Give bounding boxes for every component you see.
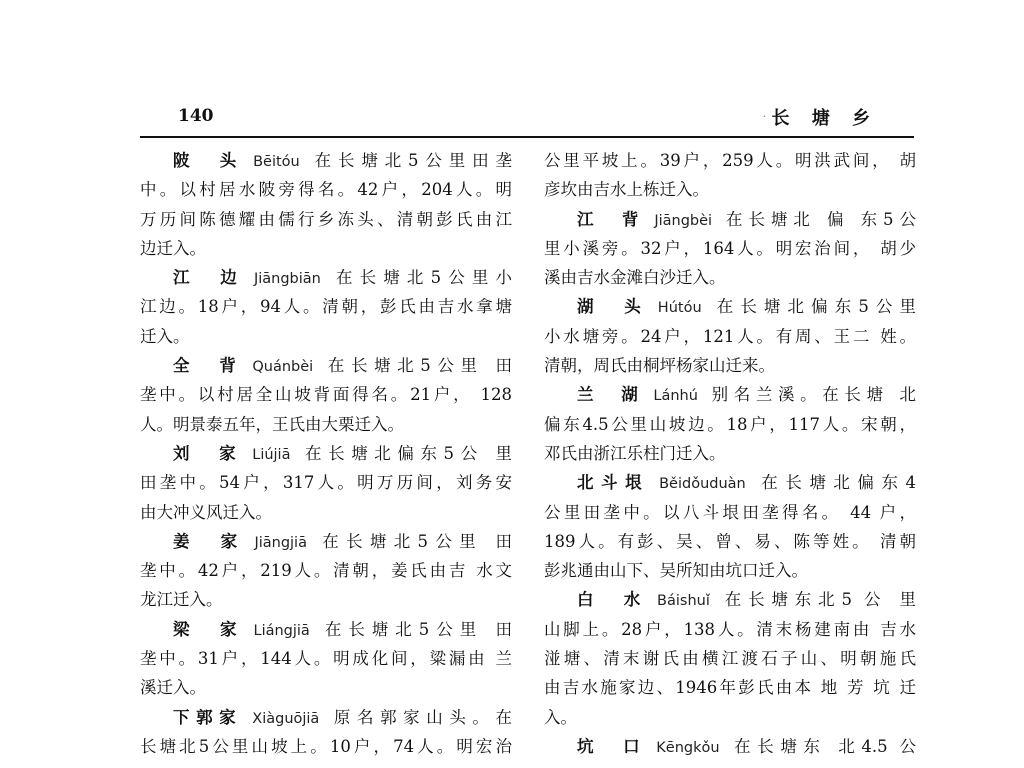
entry-headword: 江 边 <box>173 268 244 288</box>
text-line <box>544 263 916 292</box>
entry-pinyin: Jiāngbèi <box>654 212 713 229</box>
entry-pinyin: Kēngkǒu <box>656 739 720 756</box>
left-column <box>140 146 512 761</box>
entry-text: 山脚上。28户，138人。清末杨建南由 吉水 <box>544 619 916 639</box>
entry-headword: 白 水 <box>577 590 648 610</box>
text-line <box>140 732 512 761</box>
entry-text: 偏东4.5公里山坡边。18户，117人。宋朝， <box>544 414 916 434</box>
text-line <box>544 527 916 556</box>
entry-text: 公里平坡上。39户，259人。明洪武间， 胡 <box>544 151 916 170</box>
entry-headword: 梁 家 <box>173 619 244 639</box>
entry-text: 溪由吉水金滩白沙迁入。 <box>544 268 726 288</box>
text-line <box>544 556 916 585</box>
text-line <box>140 498 512 527</box>
text-line <box>544 673 916 702</box>
entry-text: 在长塘北5公里小 <box>328 268 512 288</box>
page-number: 140 <box>178 106 214 126</box>
entry-text: 垄中。42户，219人。清朝，姜氏由吉 水文 <box>140 561 512 581</box>
entry-text: 在长塘北偏东5公 里 <box>298 443 512 463</box>
entry-text: 在长塘北5公里 田 <box>317 619 512 639</box>
entry-text: 在长塘北偏东5公里 <box>709 297 916 317</box>
entry-text: 在长塘东北5 公 里 <box>717 590 916 610</box>
scan-speck: · <box>762 112 766 123</box>
text-line <box>544 439 916 468</box>
entry-text: 湴塘、清末谢氏由横江渡石子山、明朝施氏 <box>544 649 916 669</box>
text-line <box>544 615 916 644</box>
entry-pinyin: Lánhú <box>653 388 698 405</box>
entry-first-line <box>140 439 512 468</box>
text-line <box>140 644 512 673</box>
entry-headword: 湖 头 <box>577 297 648 317</box>
entry-text: 彦坎由吉水上栋迁入。 <box>544 180 709 200</box>
header-rule <box>140 136 914 138</box>
text-line <box>140 556 512 585</box>
entry-first-line <box>544 732 916 761</box>
entry-text: 田垄中。54户，317人。明万历间，刘务安 <box>140 473 512 493</box>
text-line <box>140 468 512 497</box>
entry-text: 边迁入。 <box>140 238 206 258</box>
text-line <box>140 322 512 351</box>
entry-text: 在长塘北偏东4 <box>753 473 916 493</box>
entry-text: 彭兆通由山下、吴所知由坑口迁入。 <box>544 561 808 581</box>
entry-first-line <box>544 205 916 234</box>
text-line <box>140 234 512 263</box>
entry-first-line <box>140 703 512 732</box>
entry-text: 邓氏由浙江乐柱门迁入。 <box>544 443 726 463</box>
entry-text: 溪迁入。 <box>140 678 206 698</box>
entry-text: 原名郭家山头。在 <box>327 707 512 727</box>
text-line <box>544 351 916 380</box>
text-line <box>140 292 512 321</box>
entry-headword: 陂 头 <box>173 151 244 170</box>
entry-first-line <box>140 351 512 380</box>
entry-headword: 姜 家 <box>173 531 245 551</box>
entry-text: 长塘北5公里山坡上。10户，74人。明宏治 <box>140 736 512 756</box>
entry-text: 由大冲义风迁入。 <box>140 502 272 522</box>
entry-text: 在长塘东 北4.5 公 <box>727 736 916 756</box>
entry-first-line <box>140 527 512 556</box>
entry-pinyin: Quánbèi <box>252 359 314 376</box>
text-line <box>544 410 916 439</box>
entry-text: 在长塘北5公里 田 <box>314 531 512 551</box>
entry-text: 里小溪旁。32户，164人。明宏治间， 胡少 <box>544 238 916 258</box>
entry-first-line <box>544 292 916 321</box>
text-line <box>140 380 512 409</box>
entry-text: 江边。18户，94人。清朝，彭氏由吉水拿塘 <box>140 297 512 317</box>
text-line <box>140 673 512 702</box>
entry-pinyin: Jiāngbiān <box>253 271 321 288</box>
entry-first-line <box>544 468 916 497</box>
text-line <box>140 205 512 234</box>
entry-pinyin: Liángjiā <box>253 622 310 639</box>
text-line <box>544 234 916 263</box>
entry-pinyin: Bēitóu <box>253 154 300 170</box>
entry-pinyin: Běidǒuduàn <box>659 476 746 493</box>
page-header <box>140 104 916 132</box>
entry-text: 垄中。31户，144人。明成化间，粱漏由 兰 <box>140 649 512 669</box>
entry-text: 迁入。 <box>140 326 190 346</box>
text-line <box>544 175 916 204</box>
entry-headword: 坑 口 <box>577 736 647 756</box>
entry-text: 中。以村居水陂旁得名。42户，204人。明 <box>140 180 512 200</box>
entry-text: 由吉水施家边、1946年彭氏由本 地 芳 坑 迁 <box>544 678 916 698</box>
text-line <box>544 146 916 175</box>
text-line <box>140 585 512 614</box>
running-title: 长 塘 乡 <box>771 108 878 129</box>
entry-first-line <box>544 585 916 614</box>
entry-headword: 刘 家 <box>173 443 243 463</box>
entry-text: 万历间陈德耀由儒行乡冻头、清朝彭氏由江 <box>140 209 512 229</box>
entry-headword: 全 背 <box>173 356 243 376</box>
entry-text: 别名兰溪。在长塘 北 <box>705 385 916 405</box>
entry-first-line <box>140 146 512 175</box>
right-column <box>544 146 916 761</box>
text-line <box>544 644 916 673</box>
entry-text: 龙江迁入。 <box>140 590 223 610</box>
entry-text: 垄中。以村居全山坡背面得名。21户， 128 <box>140 385 512 405</box>
text-line <box>544 498 916 527</box>
entry-pinyin: Liújiā <box>252 446 291 463</box>
entry-pinyin: Jiāngjiā <box>254 534 307 551</box>
entry-text: 在长塘北 偏 东5公 <box>720 209 916 229</box>
text-line <box>544 322 916 351</box>
text-line <box>140 175 512 204</box>
text-line <box>544 703 916 732</box>
entry-text: 小水塘旁。24户，121人。有周、王二 姓。 <box>544 326 916 346</box>
entry-text: 在长塘北5公里 田 <box>321 356 512 376</box>
entry-text: 入。 <box>544 707 577 727</box>
entry-text: 清朝，周氏由桐坪杨家山迁来。 <box>544 356 775 376</box>
entry-text: 公里田垄中。以八斗垠田垄得名。 44 户， <box>544 502 916 522</box>
text-line <box>140 410 512 439</box>
entry-pinyin: Hútóu <box>657 300 702 317</box>
entry-headword: 江 背 <box>577 209 645 229</box>
entry-headword: 下郭家 <box>173 707 243 727</box>
entry-first-line <box>544 380 916 409</box>
entry-first-line <box>140 615 512 644</box>
entry-text: 人。明景泰五年，王氏由大栗迁入。 <box>140 414 404 434</box>
entry-pinyin: Xiàguōjiā <box>252 710 320 727</box>
entry-pinyin: Báishuǐ <box>657 593 710 610</box>
entry-text: 在长塘北5公里田垄 <box>307 151 512 170</box>
entry-headword: 兰 湖 <box>577 385 644 405</box>
entry-text: 189人。有彭、吴、曾、易、陈等姓。 清朝 <box>544 531 916 551</box>
entry-first-line <box>140 263 512 292</box>
entry-headword: 北斗垠 <box>577 473 650 493</box>
